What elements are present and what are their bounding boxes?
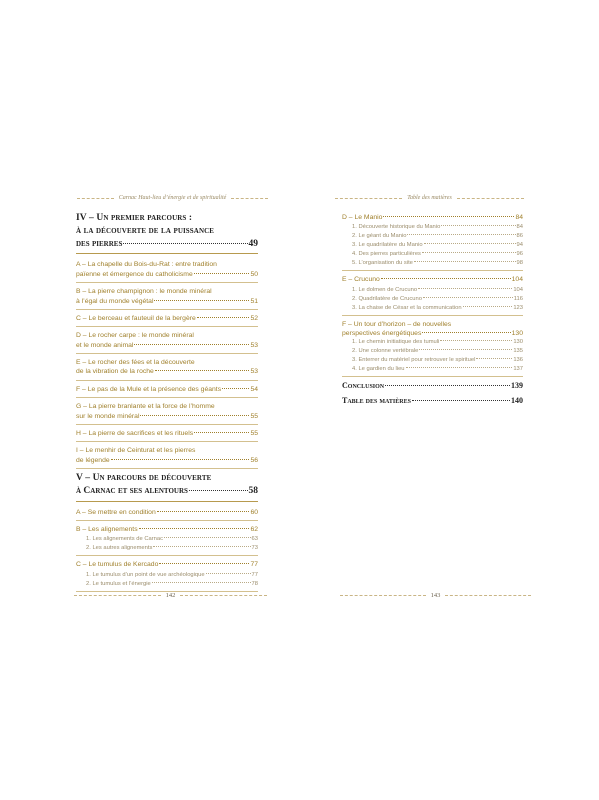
running-head-rule xyxy=(77,198,114,199)
toc-entry-text: et le monde animal xyxy=(76,341,134,349)
dot-leader xyxy=(134,344,249,345)
toc-sub-entries xyxy=(342,286,523,316)
toc-entry-text: 5. L’organisation du site xyxy=(352,260,413,267)
toc-entry[interactable] xyxy=(76,259,258,283)
dot-leader xyxy=(159,563,249,564)
part-iv-heading xyxy=(76,212,258,254)
toc-entry-text: à l’égal du monde végétal xyxy=(76,297,154,305)
toc-sub-entries xyxy=(76,535,258,556)
toc-entry-line: F – Un tour d’horizon – de nouvelles xyxy=(342,320,452,328)
dot-leader xyxy=(476,358,512,359)
toc-entry-text: Table des matières xyxy=(342,396,411,406)
page-number: 130 xyxy=(513,339,523,346)
dot-leader xyxy=(194,273,250,274)
toc-entry-text: païenne et émergence du catholicisme xyxy=(76,270,193,278)
toc-entry-line: G – La pierre branlante et la force de l’homme xyxy=(76,403,215,411)
toc-entry-text: de la vibration de la roche xyxy=(76,368,154,376)
toc-entry[interactable] xyxy=(76,559,258,570)
toc-sub-entry[interactable] xyxy=(342,365,523,374)
toc-entry[interactable] xyxy=(76,401,258,425)
dot-leader xyxy=(197,317,250,318)
toc-entry-text: 2. Le géant du Manio xyxy=(352,233,407,240)
toc-entry-f[interactable] xyxy=(342,319,523,339)
dot-leader xyxy=(418,288,512,289)
toc-entry-text: 2. Une colonne vertébrale xyxy=(352,348,419,355)
toc-entry-text: F – Le pas de la Mule et la présence des géants xyxy=(76,385,222,393)
page-number: 136 xyxy=(513,357,523,364)
toc-entry[interactable] xyxy=(76,384,258,398)
folio xyxy=(74,589,267,601)
toc-entry-text: 1. Les alignements de Carnac xyxy=(86,536,164,543)
toc-entry-line xyxy=(76,560,258,569)
page-number: 53 xyxy=(250,368,258,376)
page-number: 130 xyxy=(511,330,523,337)
toc-sub-entry[interactable] xyxy=(76,580,258,589)
running-head-rule xyxy=(231,198,268,199)
toc-entry-text: 1. Le chemin initiatique des tumuli xyxy=(352,339,440,346)
part-heading-line: à Carnac et ses alentours xyxy=(76,485,188,496)
toc-entry[interactable] xyxy=(76,445,258,469)
page-number: 94 xyxy=(516,242,523,249)
page-number: 98 xyxy=(516,260,523,267)
page-number: 116 xyxy=(513,295,523,302)
page-number: 50 xyxy=(250,270,258,278)
toc-entry-line: D – Le rocher carpe : le monde minéral xyxy=(76,332,194,340)
page-number: 55 xyxy=(250,429,258,437)
toc-sub-entry[interactable] xyxy=(342,338,523,347)
toc-entry[interactable] xyxy=(76,313,258,327)
toc-entry-line xyxy=(76,297,258,306)
folio-number: 143 xyxy=(430,591,441,599)
toc-entry-line xyxy=(342,275,523,284)
dot-leader xyxy=(222,388,249,389)
toc-entry[interactable] xyxy=(76,286,258,310)
folio-rule xyxy=(74,595,161,596)
page-number: 96 xyxy=(516,251,523,258)
toc-entry-text: 3. La chaise de César et la communication xyxy=(352,304,462,311)
toc-entry[interactable] xyxy=(342,212,523,223)
dot-leader xyxy=(383,216,514,217)
page-number: 77 xyxy=(251,571,258,578)
page-number: 73 xyxy=(251,545,258,552)
toc-entry-text: D – Le Manio xyxy=(342,214,383,221)
page-number: 62 xyxy=(250,526,258,534)
toc-entry-line xyxy=(76,385,258,394)
toc-sub-entry[interactable] xyxy=(342,223,523,232)
toc-entry-line: A – La chapelle du Bois-du-Rat : entre tradition xyxy=(76,261,217,269)
toc-table-des-matieres[interactable] xyxy=(342,395,523,407)
toc-entry-text: 1. Découverte historique du Manio xyxy=(352,224,441,231)
page-number: 58 xyxy=(248,485,258,496)
toc-entry-text: C – Le tumulus de Kercado xyxy=(76,561,159,569)
dot-leader xyxy=(111,459,250,460)
running-head-rule xyxy=(457,198,524,199)
toc-entry-text: 2. Le tumulus et l’énergie xyxy=(86,580,151,587)
dot-leader xyxy=(153,546,250,547)
toc-conclusion[interactable] xyxy=(342,380,523,392)
dot-leader xyxy=(164,537,251,538)
page-number: 84 xyxy=(516,224,523,231)
toc-sub-entry[interactable] xyxy=(76,544,258,553)
page-number: 51 xyxy=(250,297,258,305)
dot-leader xyxy=(419,349,512,350)
running-head-text: Table des matières xyxy=(407,195,452,201)
toc-entry[interactable] xyxy=(76,428,258,442)
toc-entry-text: E – Crucuno xyxy=(342,276,380,284)
dot-leader xyxy=(463,306,513,307)
page-number: 49 xyxy=(248,238,258,249)
part-iv-entries xyxy=(76,259,258,469)
dot-leader xyxy=(381,278,511,279)
page-number: 104 xyxy=(513,286,523,293)
running-head-text: Carnac Haut-lieu d’énergie et de spiritualité xyxy=(118,195,227,201)
toc-entry-text: 3. Le quadrilatère du Manio xyxy=(352,242,423,249)
toc-entry-text: H – La pierre de sacrifices et les rituels xyxy=(76,429,194,437)
dot-leader xyxy=(152,582,251,583)
dot-leader xyxy=(424,243,516,244)
dot-leader xyxy=(157,511,250,512)
page-number: 135 xyxy=(513,348,523,355)
folio-rule xyxy=(340,595,426,596)
toc-entry-line xyxy=(76,270,258,279)
toc-entry-text: 2. Quadrilatère de Crucuno xyxy=(352,295,422,302)
toc-entry-line xyxy=(342,329,523,338)
page-number: 55 xyxy=(250,412,258,420)
page-number: 139 xyxy=(511,381,523,391)
toc-entry-text: A – Se mettre en condition xyxy=(76,508,156,516)
running-head xyxy=(335,191,524,205)
dot-leader xyxy=(154,300,249,301)
page-number: 77 xyxy=(250,561,258,569)
toc-sub-entry[interactable] xyxy=(76,571,258,580)
toc-content xyxy=(342,212,523,410)
left-page xyxy=(0,0,299,800)
dot-leader xyxy=(406,367,513,368)
toc-sub-entry[interactable] xyxy=(342,347,523,356)
dot-leader xyxy=(407,234,515,235)
toc-entry[interactable] xyxy=(76,524,258,535)
folio-number: 142 xyxy=(165,591,176,599)
page-number: 78 xyxy=(251,580,258,587)
toc-entry-text: 4. Des pierres particulières xyxy=(352,251,421,258)
part-heading-line: V – Un parcours de découverte xyxy=(76,473,212,484)
toc-entry-line: E – Le rocher des fées et la découverte xyxy=(76,359,195,367)
toc-sub-entry[interactable] xyxy=(342,232,523,241)
folio-rule xyxy=(180,595,267,596)
page-number: 60 xyxy=(250,508,258,516)
toc-entry-text: 2. Les autres alignements xyxy=(86,545,153,552)
toc-entry-line xyxy=(76,367,258,376)
toc-sub-entries xyxy=(342,338,523,377)
toc-sub-entry[interactable] xyxy=(76,535,258,544)
part-v-heading xyxy=(76,472,258,502)
toc-entry-line: I – Le menhir de Ceinturat et les pierres xyxy=(76,447,196,455)
dot-leader xyxy=(422,332,510,333)
toc-entry-line xyxy=(76,412,258,421)
toc-sub-entry[interactable] xyxy=(342,259,523,268)
toc-sub-entry[interactable] xyxy=(342,286,523,295)
toc-sub-entry[interactable] xyxy=(342,356,523,365)
dot-leader xyxy=(155,370,250,371)
dot-leader xyxy=(385,385,510,386)
page-number: 86 xyxy=(516,233,523,240)
toc-entry-text: 3. Enterrer du matériel pour retrouver le spirituel xyxy=(352,357,476,364)
dot-leader xyxy=(189,490,248,491)
page-number: 52 xyxy=(250,314,258,322)
toc-entry-text: Conclusion xyxy=(342,381,385,391)
running-head-rule xyxy=(335,198,402,199)
toc-entry-line xyxy=(342,213,523,222)
toc-entry-line xyxy=(76,429,258,438)
toc-entry[interactable] xyxy=(342,274,523,285)
toc-sub-entry[interactable] xyxy=(342,250,523,259)
toc-sub-entry[interactable] xyxy=(342,304,523,313)
toc-sub-entries xyxy=(342,223,523,271)
right-sections xyxy=(342,212,523,316)
page-number: 63 xyxy=(251,536,258,543)
toc-entry[interactable] xyxy=(76,357,258,381)
dot-leader xyxy=(140,415,249,416)
page-number: 56 xyxy=(250,456,258,464)
part-heading-line: IV – Un premier parcours : xyxy=(76,213,193,223)
toc-sub-entry[interactable] xyxy=(342,241,523,250)
right-page xyxy=(300,0,599,800)
toc-content xyxy=(76,212,258,595)
dot-leader xyxy=(422,252,516,253)
page-number: 84 xyxy=(515,214,523,221)
toc-entry-text: C – Le berceau et fauteuil de la bergère xyxy=(76,314,196,322)
dot-leader xyxy=(139,528,250,529)
toc-entry-text: de légende xyxy=(76,456,110,464)
toc-entry-text: 1. Le tumulus d’un point de vue archéologique xyxy=(86,571,205,578)
dot-leader xyxy=(206,573,251,574)
part-heading-line: à la découverte de la puissance xyxy=(76,225,215,236)
toc-entry[interactable] xyxy=(76,330,258,354)
page-number: 53 xyxy=(250,341,258,349)
page-number: 123 xyxy=(513,304,523,311)
page-number: 104 xyxy=(511,276,523,284)
dot-leader xyxy=(194,432,249,433)
toc-entry-text: perspectives énergétiques xyxy=(342,330,422,337)
running-head xyxy=(77,191,268,205)
toc-entry-line xyxy=(76,456,258,465)
toc-entry-line xyxy=(76,314,258,323)
page-number: 54 xyxy=(250,385,258,393)
toc-entry-text: 1. Le dolmen de Crucuno xyxy=(352,286,418,293)
toc-entry-line xyxy=(76,525,258,534)
dot-leader xyxy=(123,243,247,244)
page-number: 137 xyxy=(513,366,523,373)
toc-entry-text: B – Les alignements xyxy=(76,526,138,534)
toc-entry-line xyxy=(76,508,258,517)
toc-entry-line: B – La pierre champignon : le monde minéral xyxy=(76,288,212,296)
folio-rule xyxy=(445,595,531,596)
toc-entry-text: sur le monde minéral xyxy=(76,412,140,420)
dot-leader xyxy=(440,340,512,341)
toc-entry-line xyxy=(76,341,258,350)
part-v-entries xyxy=(76,507,258,592)
part-heading-line: des pierres xyxy=(76,238,123,249)
toc-sub-entry[interactable] xyxy=(342,295,523,304)
folio xyxy=(340,589,531,601)
dot-leader xyxy=(441,225,515,226)
toc-entry-text: 4. Le gardien du lieu xyxy=(352,366,405,373)
dot-leader xyxy=(423,297,513,298)
dot-leader xyxy=(414,261,516,262)
toc-entry[interactable] xyxy=(76,507,258,521)
page-number: 140 xyxy=(511,396,523,406)
dot-leader xyxy=(412,400,510,401)
